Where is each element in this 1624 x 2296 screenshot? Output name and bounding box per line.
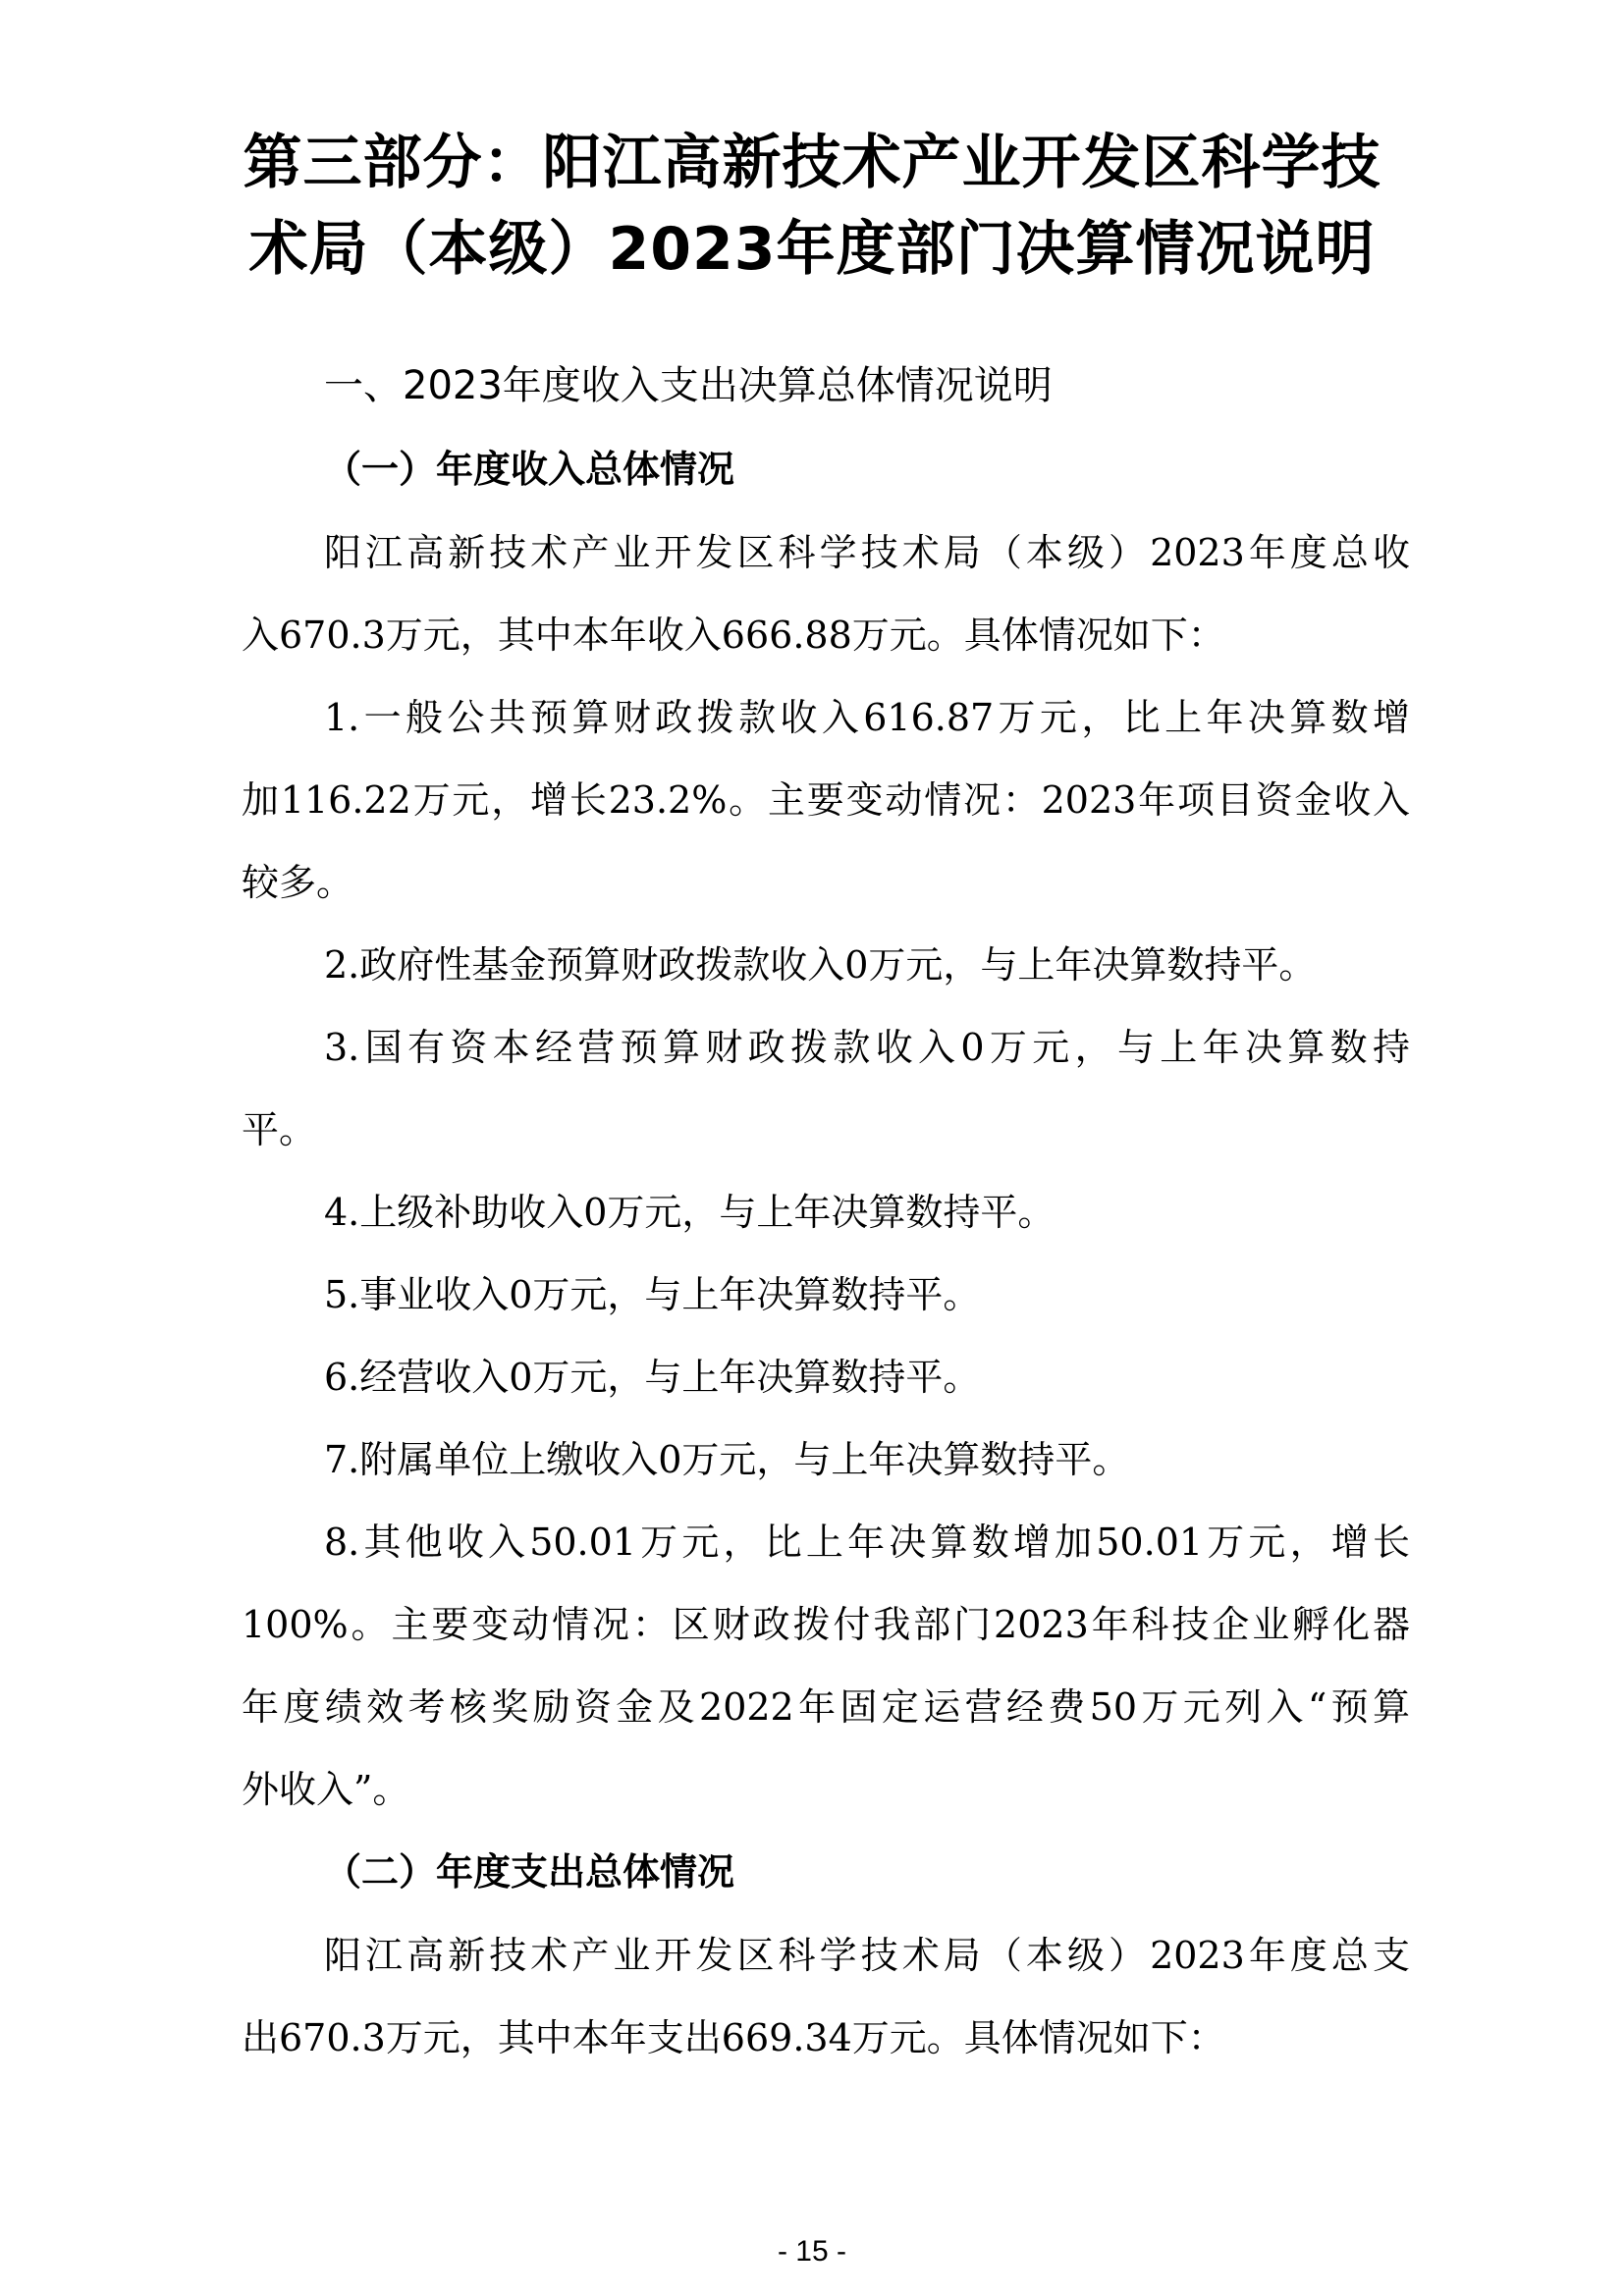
income-item-8-line-3: 年度绩效考核奖励资金及2022年固定运营经费50万元列入“预算 bbox=[242, 1685, 1410, 1729]
income-item-1-line-3: 较多。 bbox=[242, 861, 354, 904]
income-item-7: 7.附属单位上缴收入0万元，与上年决算数持平。 bbox=[324, 1438, 1130, 1481]
expenditure-intro-line-1: 阳江高新技术产业开发区科学技术局（本级）2023年度总支 bbox=[324, 1934, 1410, 1977]
income-item-8-line-4: 外收入”。 bbox=[242, 1768, 410, 1811]
income-item-1-line-1: 1.一般公共预算财政拨款收入616.87万元，比上年决算数增 bbox=[324, 696, 1410, 739]
expenditure-intro-line-2: 出670.3万元，其中本年支出669.34万元。具体情况如下： bbox=[242, 2016, 1225, 2059]
income-item-3-line-2: 平。 bbox=[242, 1108, 317, 1151]
income-item-6: 6.经营收入0万元，与上年决算数持平。 bbox=[324, 1356, 981, 1399]
subsection-heading-expenditure: （二）年度支出总体情况 bbox=[324, 1850, 735, 1894]
subsection-heading-income: （一）年度收入总体情况 bbox=[324, 448, 735, 491]
income-item-1-line-2: 加116.22万元，增长23.2%。主要变动情况：2023年项目资金收入 bbox=[242, 778, 1410, 822]
income-item-2: 2.政府性基金预算财政拨款收入0万元，与上年决算数持平。 bbox=[324, 943, 1317, 987]
income-intro-line-1: 阳江高新技术产业开发区科学技术局（本级）2023年度总收 bbox=[324, 531, 1410, 574]
income-item-8-line-2: 100%。主要变动情况：区财政拨付我部门2023年科技企业孵化器 bbox=[242, 1603, 1410, 1646]
page-number: - 15 - bbox=[777, 2235, 847, 2268]
page-title-line-2: 术局（本级）2023年度部门决算情况说明 bbox=[248, 215, 1376, 284]
income-item-3-line-1: 3.国有资本经营预算财政拨款收入0万元，与上年决算数持 bbox=[324, 1026, 1410, 1069]
page-title-line-1: 第三部分：阳江高新技术产业开发区科学技 bbox=[243, 129, 1381, 197]
income-item-5: 5.事业收入0万元，与上年决算数持平。 bbox=[324, 1273, 981, 1316]
income-item-4: 4.上级补助收入0万元，与上年决算数持平。 bbox=[324, 1191, 1056, 1234]
income-item-8-line-1: 8.其他收入50.01万元，比上年决算数增加50.01万元，增长 bbox=[324, 1521, 1410, 1564]
income-intro-line-2: 入670.3万元，其中本年收入666.88万元。具体情况如下： bbox=[242, 614, 1225, 657]
section-heading: 一、2023年度收入支出决算总体情况说明 bbox=[324, 363, 1053, 408]
